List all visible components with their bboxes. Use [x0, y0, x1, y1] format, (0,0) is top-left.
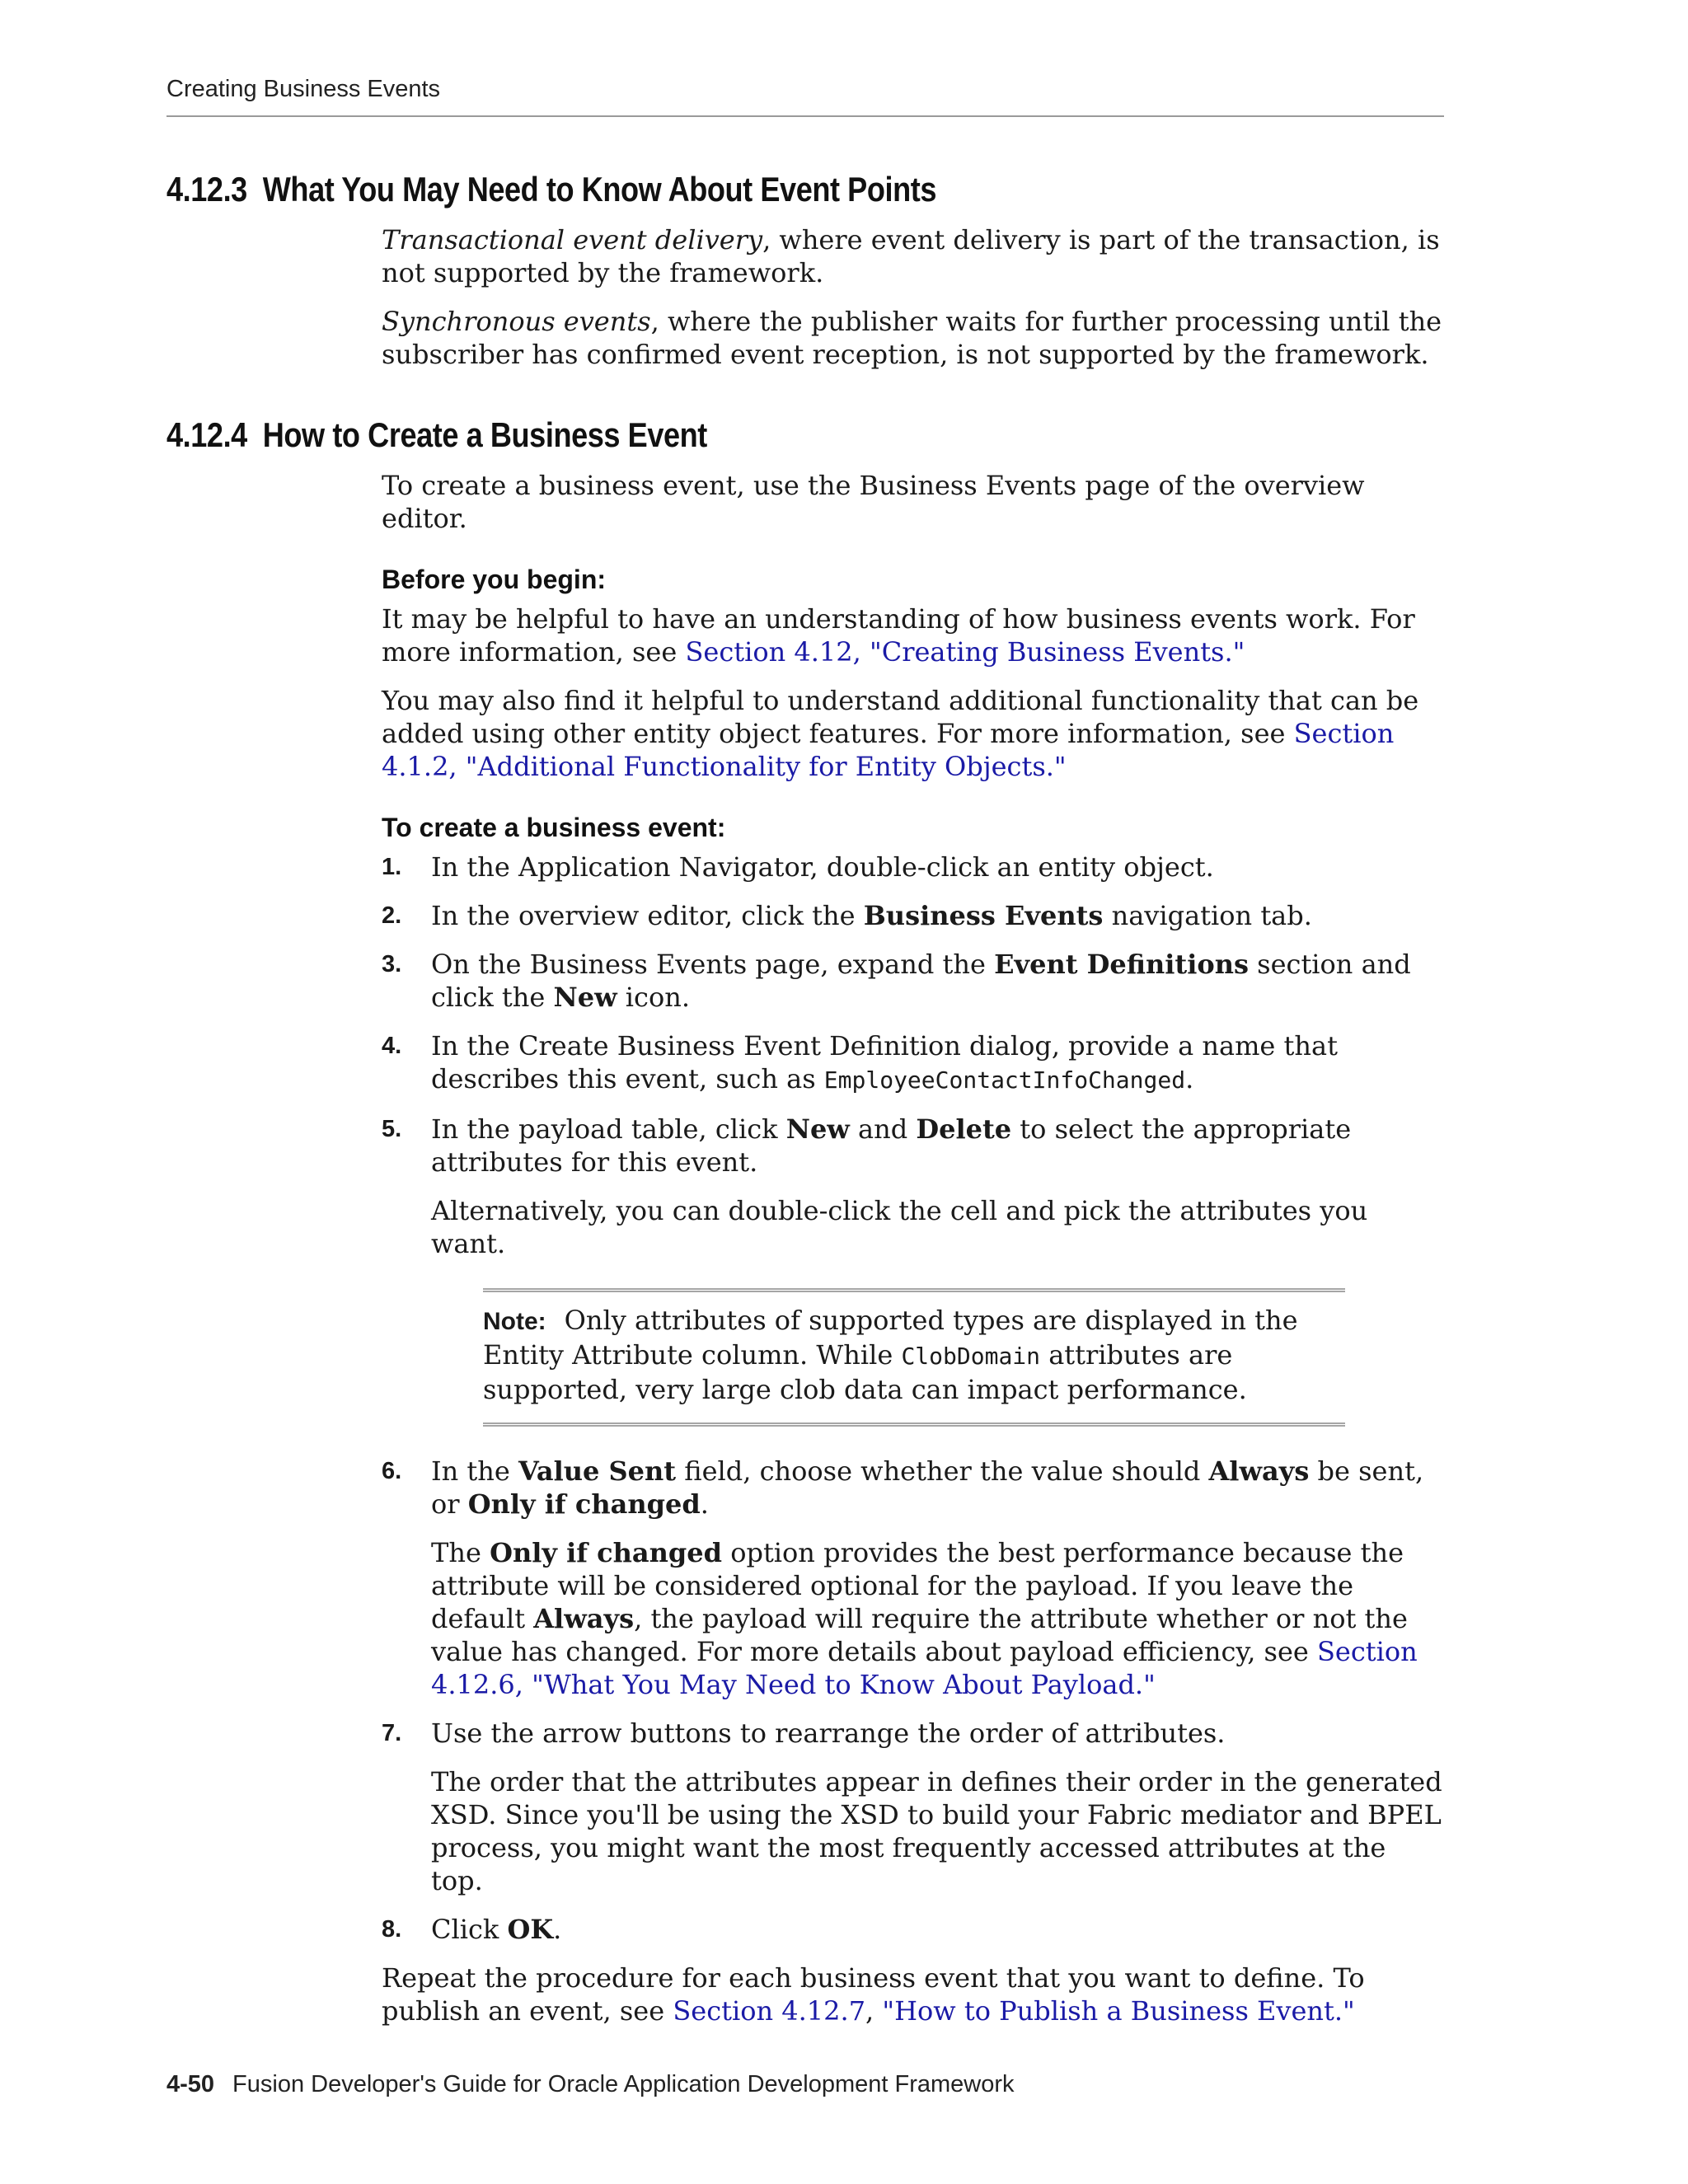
text-run: In the overview editor, click the: [431, 900, 864, 931]
text-run: be sent, or: [431, 1455, 1424, 1520]
paragraph-transactional: [382, 223, 1445, 289]
step-6: [382, 1455, 1445, 1701]
step-2: [382, 899, 1445, 932]
header-rule: [166, 115, 1444, 117]
text-run: and: [849, 1113, 917, 1145]
text-run: On the Business Events page, expand the: [431, 949, 995, 980]
text-run: ,: [865, 1995, 883, 2027]
step-text: [431, 899, 1445, 932]
step-number: 1.: [382, 854, 402, 880]
procedure-steps: [382, 851, 1445, 1260]
step-number: 6.: [382, 1458, 402, 1484]
section-number: 4.12.4: [166, 415, 247, 454]
text-run: In the: [431, 1455, 518, 1487]
text-run: Click: [431, 1914, 508, 1945]
text-run: icon.: [617, 982, 690, 1013]
page-number: 4-50: [166, 2071, 215, 2097]
section-title: How to Create a Business Event: [262, 415, 707, 454]
intro-paragraph: To create a business event, use the Business Events page of the overview editor.: [382, 470, 1365, 534]
text-run: option provides the best performance because the attribute will be considered optional for the payload. If you leave the default: [431, 1537, 1404, 1634]
code-term: EmployeeContactInfoChanged: [823, 1066, 1186, 1094]
note-text: [483, 1304, 1345, 1406]
step-follow-text: The order that the attributes appear in defines their order in the generated XSD. Since you'll be using the XSD to build your Fabric mediator and BPEL process, you might want the most frequently accessed attributes at the top.: [431, 1766, 1442, 1896]
text-run: .: [700, 1488, 709, 1520]
step-follow-text: [431, 1536, 1445, 1701]
xref-link-creating-business-events[interactable]: Section 4.12, "Creating Business Events.": [685, 636, 1245, 668]
step-follow-text: Alternatively, you can double-click the cell and pick the attributes you want.: [431, 1195, 1368, 1259]
step-3: [382, 948, 1445, 1014]
ui-term: Only if changed: [490, 1537, 723, 1568]
paragraph-text: , where the publisher waits for further processing until the subscriber has confirmed event reception, is not supported by the framework.: [382, 306, 1442, 370]
section-number: 4.12.3: [166, 170, 247, 209]
paragraph-text: , where event delivery is part of the transaction, is not supported by the framework.: [382, 224, 1440, 288]
step-1: [382, 851, 1445, 883]
book-title: Fusion Developer's Guide for Oracle Application Development Framework: [232, 2071, 1015, 2097]
step-text: [431, 1029, 1445, 1097]
ui-term: Business Events: [863, 900, 1104, 931]
xref-link-section-4-12-7[interactable]: Section 4.12.7: [673, 1995, 866, 2027]
text-run: to select the appropriate attributes for this event.: [431, 1113, 1352, 1178]
page-footer: [166, 2071, 1015, 2098]
text-run: attributes are supported, very large clob data can impact performance.: [483, 1339, 1247, 1405]
text-run: , the payload will require the attribute whether or not the value has changed. For more details about payload efficiency, see: [431, 1603, 1408, 1667]
step-5: [382, 1113, 1445, 1260]
before-paragraph-2: [382, 684, 1445, 783]
step-number: 3.: [382, 951, 402, 977]
section-heading-4-12-3: [166, 170, 936, 209]
section-4-12-4-body: [382, 469, 1445, 2043]
text-run: In the payload table, click: [431, 1113, 786, 1145]
ui-term: Value Sent: [518, 1455, 677, 1487]
xref-link-additional-functionality[interactable]: Section 4.1.2, "Additional Functionality for Entity Objects.": [382, 718, 1395, 782]
procedure-heading: To create a business event:: [382, 813, 726, 842]
xref-link-publish-business-event[interactable]: "How to Publish a Business Event.": [882, 1995, 1355, 2027]
section-title: What You May Need to Know About Event Points: [262, 170, 936, 209]
text-run: .: [1185, 1063, 1194, 1094]
note-label: Note:: [483, 1308, 546, 1335]
xref-link-payload[interactable]: Section 4.12.6, "What You May Need to Know About Payload.": [431, 1636, 1418, 1700]
step-number: 8.: [382, 1916, 402, 1943]
before-paragraph-1: [382, 602, 1445, 668]
ui-term: New: [553, 982, 617, 1013]
note-box: [483, 1288, 1345, 1427]
section-heading-4-12-4: [166, 415, 707, 455]
text-run: .: [553, 1914, 562, 1945]
ui-term: Event Definitions: [994, 949, 1249, 980]
step-number: 2.: [382, 902, 402, 929]
closing-paragraph: [382, 1961, 1445, 2027]
step-4: [382, 1029, 1445, 1097]
step-8: [382, 1913, 1445, 1946]
code-term: ClobDomain: [901, 1343, 1041, 1370]
running-header: Creating Business Events: [166, 76, 441, 102]
text-run: Only attributes of supported types are displayed in the Entity Attribute column. While: [483, 1305, 1298, 1371]
paragraph-text: You may also find it helpful to understand additional functionality that can be added using other entity object features. For more information, see: [382, 685, 1419, 749]
step-text: [431, 948, 1445, 1014]
step-text: [431, 1455, 1445, 1521]
step-text: In the Application Navigator, double-click an entity object.: [431, 851, 1214, 883]
ui-term: OK: [507, 1914, 554, 1945]
step-number: 7.: [382, 1720, 402, 1746]
ui-term: New: [785, 1113, 850, 1145]
step-text: [431, 1113, 1445, 1179]
text-run: navigation tab.: [1103, 900, 1312, 931]
step-7: [382, 1717, 1445, 1897]
emphasis-term: Synchronous events: [382, 306, 651, 337]
section-4-12-3-body: [382, 223, 1445, 387]
step-text: Use the arrow buttons to rearrange the order of attributes.: [431, 1718, 1226, 1749]
ui-term: Always: [533, 1603, 635, 1634]
paragraph-synchronous: [382, 305, 1445, 371]
text-run: field, choose whether the value should: [676, 1455, 1209, 1487]
text-run: In the Create Business Event Definition dialog, provide a name that describes this event, such as: [431, 1030, 1338, 1094]
text-run: The: [431, 1537, 490, 1568]
ui-term: Always: [1208, 1455, 1310, 1487]
before-you-begin-heading: Before you begin:: [382, 565, 607, 594]
ui-term: Only if changed: [467, 1488, 701, 1520]
procedure-steps-continued: [382, 1455, 1445, 1946]
step-number: 5.: [382, 1116, 402, 1142]
ui-term: Delete: [916, 1113, 1012, 1145]
paragraph-text: Repeat the procedure for each business event that you want to define. To publish an event, see: [382, 1962, 1365, 2027]
text-run: section and click the: [431, 949, 1411, 1013]
paragraph-text: It may be helpful to have an understanding of how business events work. For more information, see: [382, 603, 1415, 668]
step-text: [431, 1913, 1445, 1946]
step-number: 4.: [382, 1033, 402, 1059]
emphasis-term: Transactional event delivery: [382, 224, 763, 255]
